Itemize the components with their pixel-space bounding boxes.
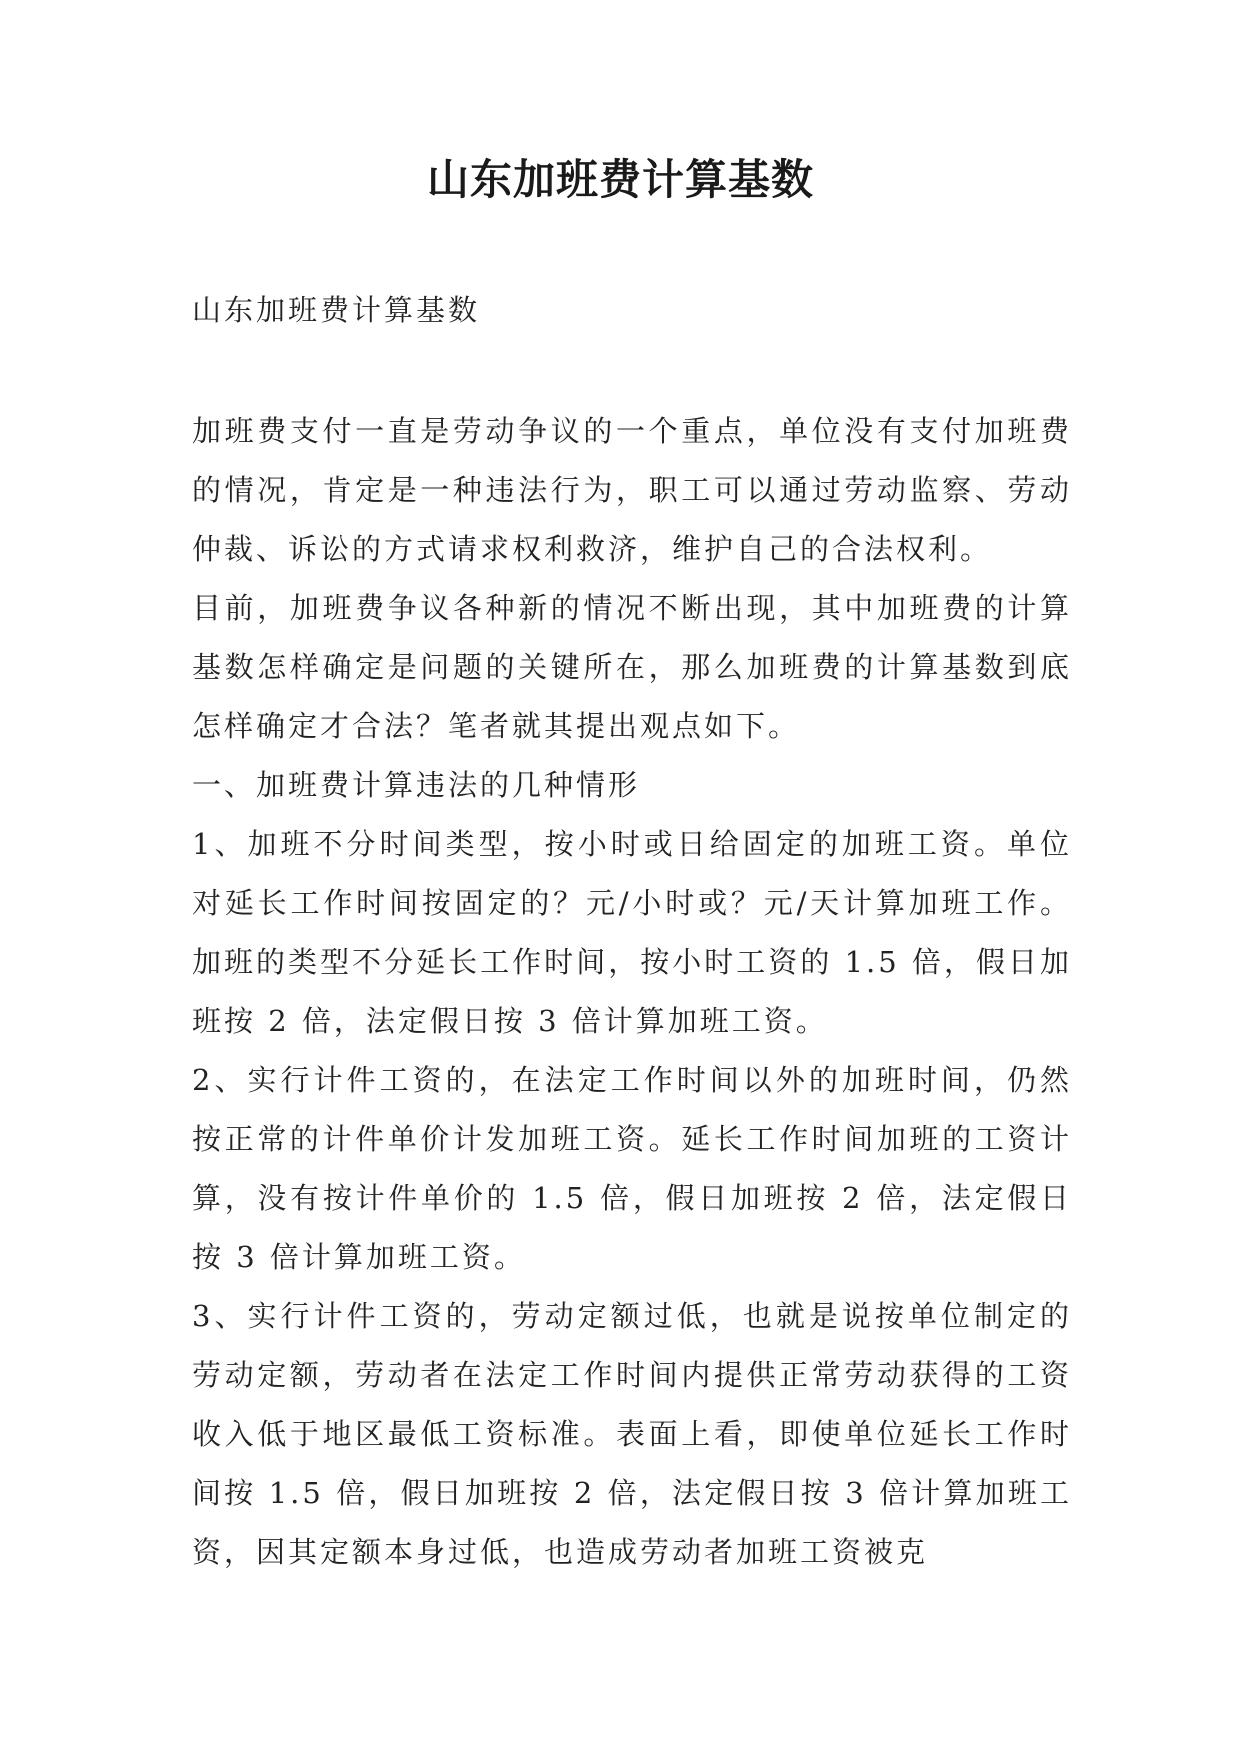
paragraph-question: 目前，加班费争议各种新的情况不断出现，其中加班费的计算基数怎样确定是问题的关键所在，那么加班费的计算基数到底怎样确定才合法？笔者就其提出观点如下。 [192,591,1072,743]
document-subtitle: 山东加班费计算基数 [192,293,481,327]
paragraph-item-2: 2、实行计件工资的，在法定工作时间以外的加班时间，仍然按正常的计件单价计发加班工资。延长工作时间加班的工资计算，没有按计件单价的 1.5 倍，假日加班按 2 倍，法定假日按 3 倍计算加班工资。 [192,1063,1072,1274]
paragraph-item-1: 1、加班不分时间类型，按小时或日给固定的加班工资。单位对延长工作时间按固定的？元/小时或？元/天计算加班工作。加班的类型不分延长工作时间，按小时工资的 1.5 倍，假日加班按 2 倍，法定假日按 3 倍计算加班工资。 [192,827,1072,1038]
paragraph-item-3: 3、实行计件工资的，劳动定额过低，也就是说按单位制定的劳动定额，劳动者在法定工作时间内提供正常劳动获得的工资收入低于地区最低工资标准。表面上看，即使单位延长工作时间按 1.5 倍，假日加班按 2 倍，法定假日按 3 倍计算加班工资，因其定额本身过低，也造成劳动者加班工资被克 [192,1299,1072,1569]
paragraph-intro: 加班费支付一直是劳动争议的一个重点，单位没有支付加班费的情况，肯定是一种违法行为，职工可以通过劳动监察、劳动仲裁、诉讼的方式请求权利救济，维护自己的合法权利。 [192,414,1072,566]
document-title: 山东加班费计算基数 [426,155,814,204]
section-heading: 一、加班费计算违法的几种情形 [192,768,641,802]
document-body [192,402,1072,1582]
